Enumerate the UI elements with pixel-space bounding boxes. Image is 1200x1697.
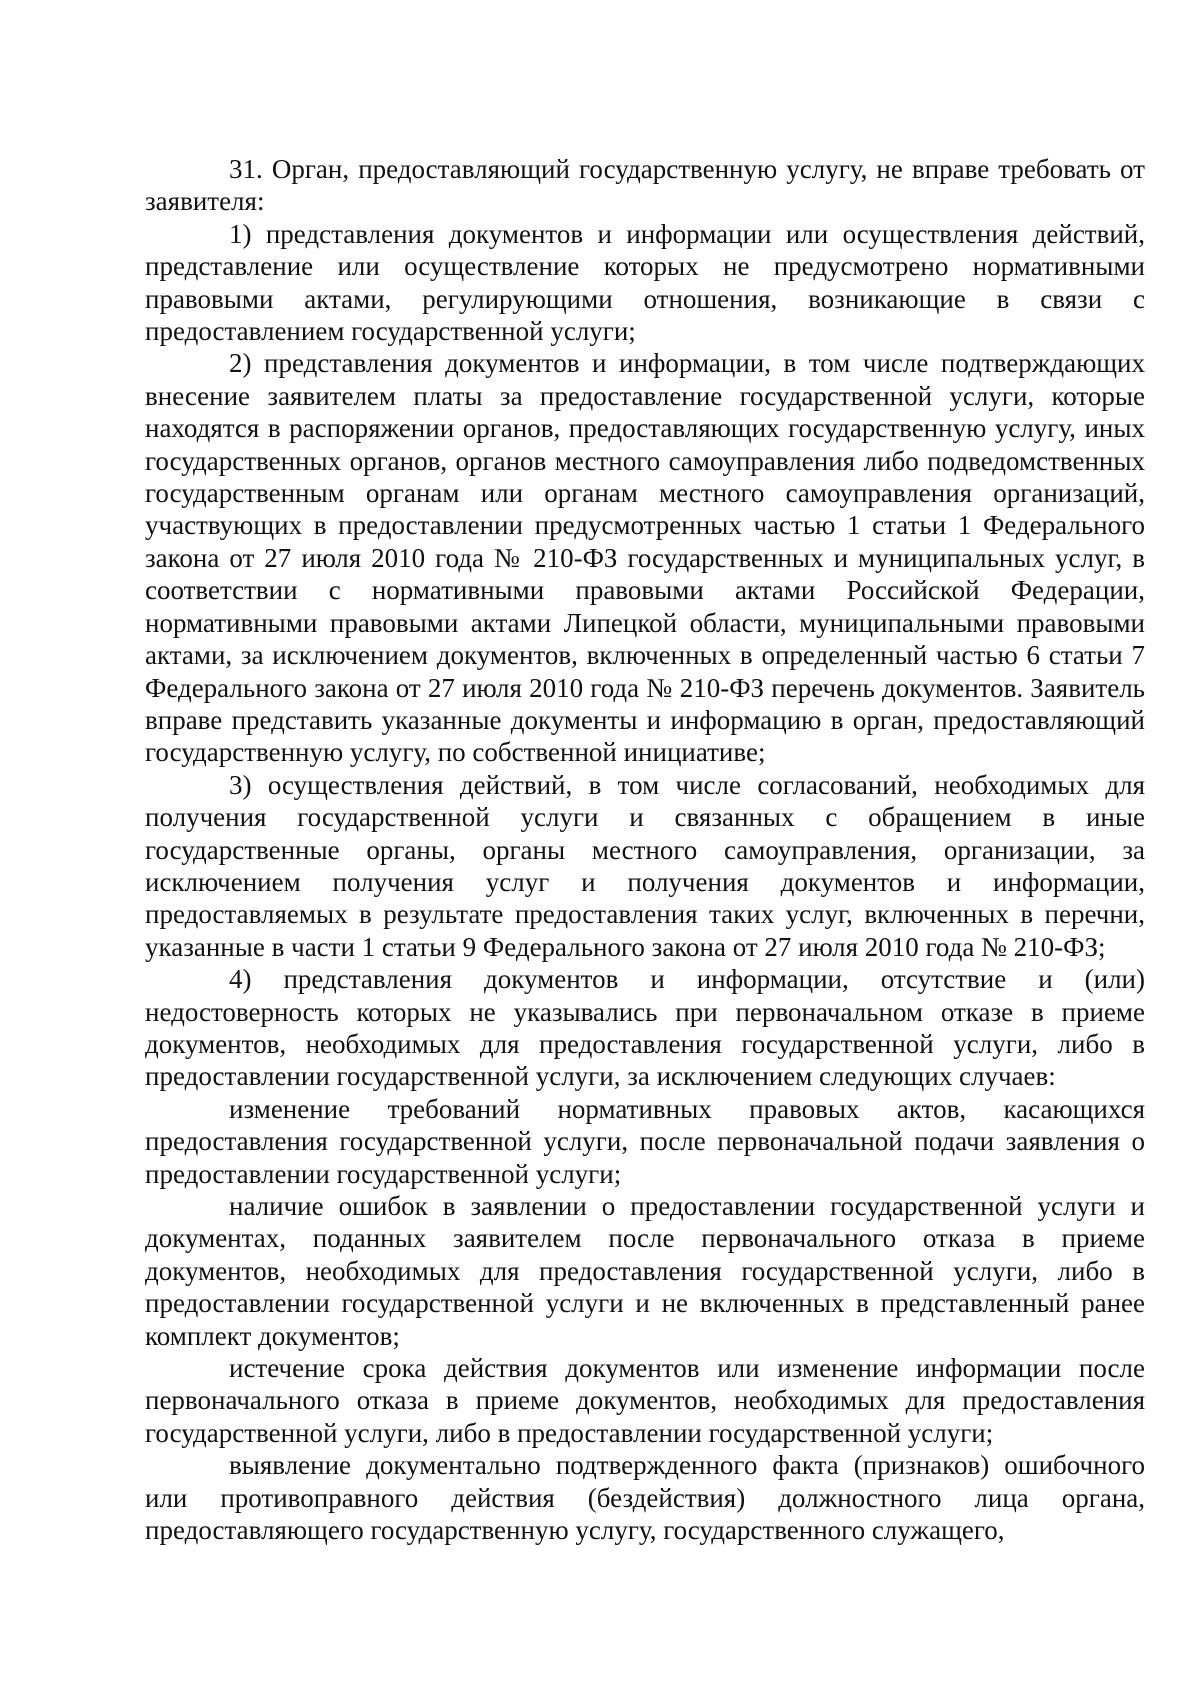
document-body bbox=[145, 153, 1145, 1546]
paragraph-exception-1: изменение требований нормативных правовых актов, касающихся предоставления государственной услуги, после первоначальной подачи заявления о предоставлении государственной услуги; bbox=[145, 1093, 1145, 1189]
paragraph-31-intro: 31. Орган, предоставляющий государственную услугу, не вправе требовать от заявителя: bbox=[145, 154, 1145, 217]
paragraph-exception-3: истечение срока действия документов или изменение информации после первоначального отказа в приеме документов, необходимых для предоставления государственной услуги, либо в предоставлении государственной услуги; bbox=[145, 1353, 1145, 1448]
paragraph-exception-4: выявление документально подтвержденного факта (признаков) ошибочного или противоправного действия (бездействия) должностного лица органа, предоставляющего государственную услугу, государственного служащего, bbox=[145, 1450, 1145, 1546]
paragraph-exception-2: наличие ошибок в заявлении о предоставлении государственной услуги и документах, поданных заявителем после первоначального отказа в приеме документов, необходимых для предоставления государственной услуги, либо в предоставлении государственной услуги и не включенных в представленный ранее комплект документов; bbox=[145, 1191, 1145, 1351]
paragraph-item-2: 2) представления документов и информации, в том числе подтверждающих внесение заявителем платы за предоставление государственной услуги, которые находятся в распоряжении органов, предоставляющих государственную услугу, иных государственных органов, органов местного самоуправления либо подведомственных государственным органам или органам местного самоуправления организаций, участвующих в предоставлении предусмотренных частью 1 статьи 1 Федерального закона от 27 июля 2010 года № 210-ФЗ государственных и муниципальных услуг, в соответствии с нормативными правовыми актами Российской Федерации, нормативными правовыми актами Липецкой области, муниципальными правовыми актами, за исключением документов, включенных в определенный частью 6 статьи 7 Федерального закона от 27 июля 2010 года № 210-ФЗ перечень документов. Заявитель вправе представить указанные документы и информацию в орган, предоставляющий государственную услугу, по собственной инициативе; bbox=[145, 348, 1145, 768]
paragraph-item-1: 1) представления документов и информации или осуществления действий, представление или осуществление которых не предусмотрено нормативными правовыми актами, регулирующими отношения, возникающие в связи с предоставлением государственной услуги; bbox=[145, 218, 1145, 347]
paragraph-item-3: 3) осуществления действий, в том числе согласований, необходимых для получения государственной услуги и связанных с обращением в иные государственные органы, органы местного самоуправления, организации, за исключением получения услуг и получения документов и информации, предоставляемых в результате предоставления таких услуг, включенных в перечни, указанные в части 1 статьи 9 Федерального закона от 27 июля 2010 года № 210-ФЗ; bbox=[145, 769, 1145, 962]
paragraph-item-4: 4) представления документов и информации, отсутствие и (или) недостоверность которых не указывались при первоначальном отказе в приеме документов, необходимых для предоставления государственной услуги, либо в предоставлении государственной услуги, за исключением следующих случаев: bbox=[145, 964, 1145, 1092]
